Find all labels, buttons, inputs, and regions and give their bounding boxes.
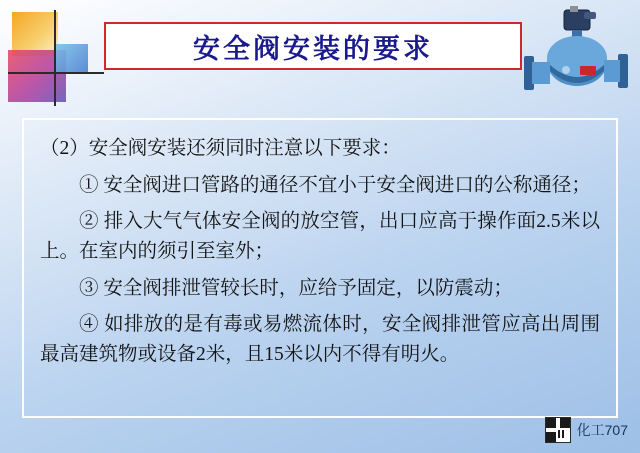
deco-vertical-line xyxy=(54,10,56,106)
paragraph-item-1: ① 安全阀进口管路的通径不宜小于安全阀进口的公称通径； xyxy=(79,174,591,196)
deco-square-blue xyxy=(54,44,88,74)
content-box xyxy=(22,118,618,418)
deco-horizontal-line xyxy=(8,72,104,74)
footer-watermark xyxy=(545,417,628,443)
page-title: 安全阀安装的要求 xyxy=(193,33,433,64)
paragraph-item-2: ② 排入大气气体安全阀的放空管，出口应高于操作面2.5米以上。在室内的须引至室外； xyxy=(40,211,600,262)
paragraph-item-3: ③ 安全阀排泄管较长时，应给予固定，以防震动； xyxy=(79,277,513,299)
valve-illustration xyxy=(522,6,632,112)
paragraph-intro: （2）安全阀安装还须同时注意以下要求： xyxy=(40,138,401,159)
paragraph-item-4: ④ 如排放的是有毒或易燃流体时，安全阀排泄管应高出周围最高建筑物或设备2米，且15米以内不得有明火。 xyxy=(40,314,600,365)
qr-code-icon xyxy=(545,417,571,443)
slide-title-box xyxy=(104,22,522,70)
decorative-squares xyxy=(8,10,104,106)
watermark-label: 化工707 xyxy=(576,422,628,438)
